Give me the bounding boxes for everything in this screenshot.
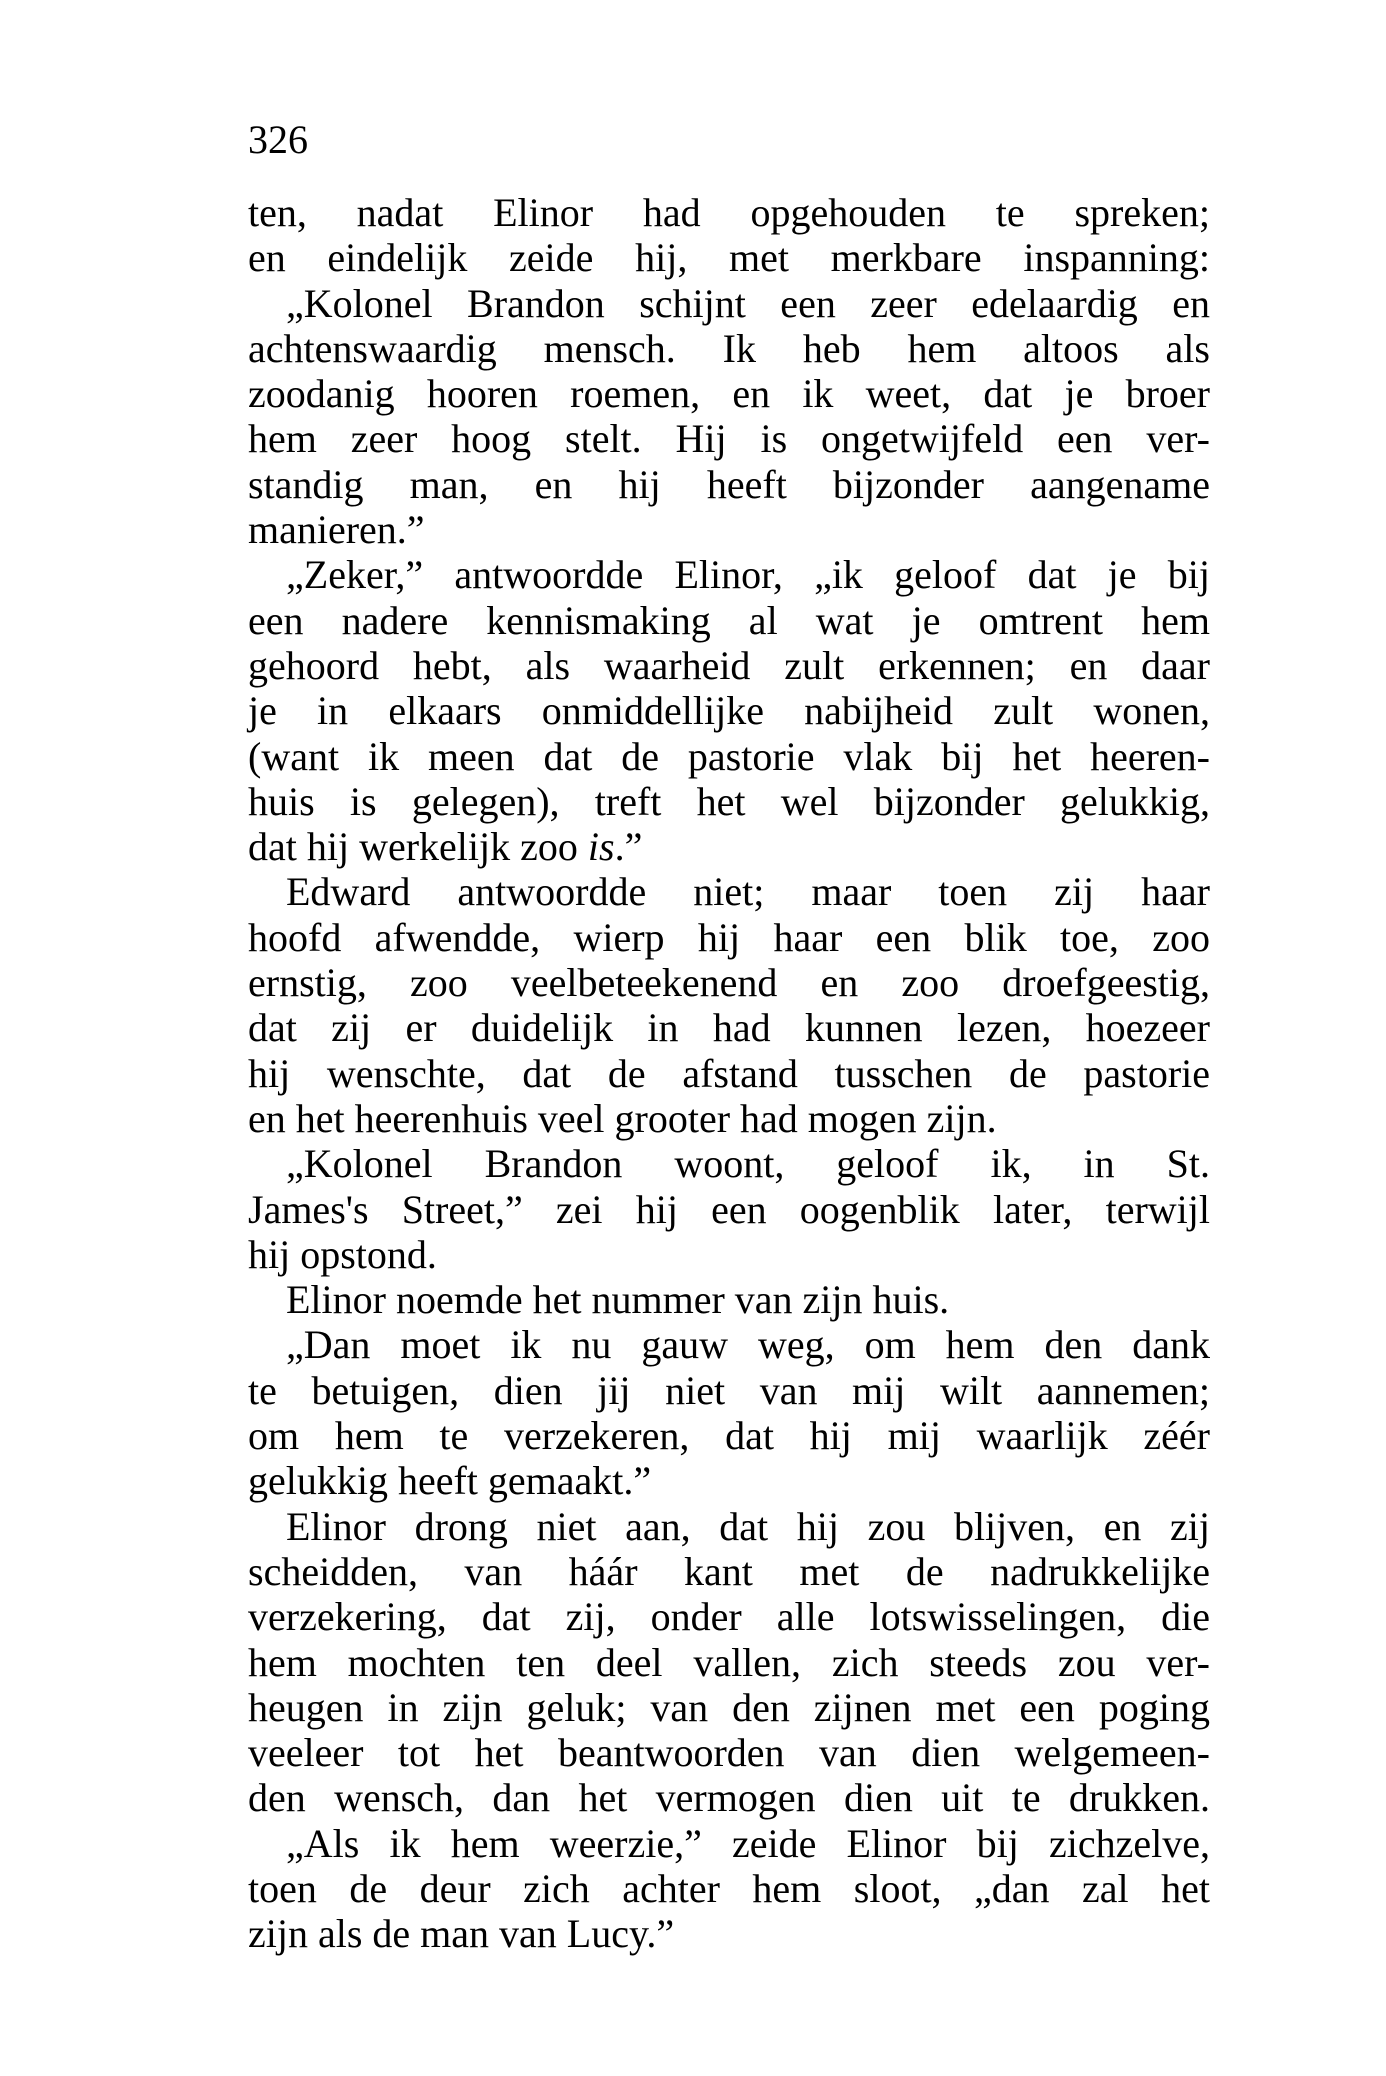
text-line-content: gelukkig heeft gemaakt.” xyxy=(248,1458,652,1504)
text-line xyxy=(248,507,1210,552)
text-line-content: „Kolonel Brandon woont, geloof ik, in St. xyxy=(286,1141,1210,1187)
text-line-content: een nadere kennismaking al wat je omtrent hem xyxy=(248,597,1210,643)
text-line-content: Elinor noemde het nummer van zijn huis. xyxy=(286,1277,950,1323)
text-line xyxy=(248,326,1210,371)
text-line xyxy=(248,1051,1210,1096)
text-line xyxy=(248,1232,1210,1277)
text-line-content: zoodanig hooren roemen, en ik weet, dat je broer xyxy=(248,371,1210,417)
text-line-content: Edward antwoordde niet; maar toen zij haar xyxy=(286,869,1210,915)
text-line-content: hem mochten ten deel vallen, zich steeds zou ver- xyxy=(248,1639,1210,1685)
text-line xyxy=(248,235,1210,280)
text-line xyxy=(248,1594,1210,1639)
text-line xyxy=(248,1821,1210,1866)
text-line-content: je in elkaars onmiddellijke nabijheid zult wonen, xyxy=(248,688,1210,734)
text-line-content: veeleer tot het beantwoorden van dien welgemeen- xyxy=(248,1730,1210,1776)
italic-emphasis: is xyxy=(587,824,615,870)
text-line xyxy=(248,915,1210,960)
text-line xyxy=(248,371,1210,416)
text-line-content: verzekering, dat zij, onder alle lotswisselingen, die xyxy=(248,1594,1210,1640)
text-line-content: James's Street,” zei hij een oogenblik later, terwijl xyxy=(248,1186,1210,1232)
page-number: 326 xyxy=(248,117,308,162)
text-line xyxy=(248,1911,1210,1956)
text-line xyxy=(248,734,1210,779)
text-line xyxy=(248,960,1210,1005)
text-line xyxy=(248,281,1210,326)
text-line-content: „Zeker,” antwoordde Elinor, „ik geloof dat je bij xyxy=(286,552,1210,598)
text-line xyxy=(248,1368,1210,1413)
text-line-content: huis is gelegen), treft het wel bijzonder gelukkig, xyxy=(248,778,1210,824)
text-line-content: hem zeer hoog stelt. Hij is ongetwijfeld een ver- xyxy=(248,416,1210,462)
text-line xyxy=(248,1096,1210,1141)
text-line-content: om hem te verzekeren, dat hij mij waarlijk zéér xyxy=(248,1413,1210,1459)
text-line-content: en eindelijk zeide hij, met merkbare inspanning: xyxy=(248,235,1210,281)
text-line-content: hij opstond. xyxy=(248,1231,437,1277)
text-line-content: dat hij werkelijk zoo xyxy=(248,824,588,870)
text-line-content: ten, nadat Elinor had opgehouden te spreken; xyxy=(248,190,1210,235)
text-line-content: manieren.” xyxy=(248,507,425,553)
text-line-content: achtenswaardig mensch. Ik heb hem altoos als xyxy=(248,325,1210,371)
text-line-content: toen de deur zich achter hem sloot, „dan zal het xyxy=(248,1865,1210,1911)
text-line xyxy=(248,1322,1210,1367)
text-line xyxy=(248,1775,1210,1820)
text-line xyxy=(248,1187,1210,1232)
text-line xyxy=(248,1504,1210,1549)
text-line xyxy=(248,1685,1210,1730)
text-line xyxy=(248,824,1210,869)
text-line xyxy=(248,643,1210,688)
text-line xyxy=(248,1141,1210,1186)
text-line xyxy=(248,1413,1210,1458)
text-line xyxy=(248,552,1210,597)
text-line xyxy=(248,1277,1210,1322)
text-line xyxy=(248,1730,1210,1775)
text-line-tail: .” xyxy=(614,824,643,870)
text-line-content: heugen in zijn geluk; van den zijnen met een poging xyxy=(248,1684,1210,1730)
text-line xyxy=(248,1866,1210,1911)
text-line-content: standig man, en hij heeft bijzonder aangename xyxy=(248,461,1210,507)
text-line xyxy=(248,1005,1210,1050)
text-line-content: zijn als de man van Lucy.” xyxy=(248,1911,675,1957)
text-line-content: Elinor drong niet aan, dat hij zou blijven, en zij xyxy=(286,1503,1210,1549)
text-line-content: dat zij er duidelijk in had kunnen lezen, hoezeer xyxy=(248,1005,1210,1051)
text-line-content: „Dan moet ik nu gauw weg, om hem den dank xyxy=(286,1322,1210,1368)
text-line-content: „Kolonel Brandon schijnt een zeer edelaardig en xyxy=(286,280,1210,326)
body-text xyxy=(248,190,1210,1957)
text-line-content: gehoord hebt, als waarheid zult erkennen; en daar xyxy=(248,642,1210,688)
text-line-content: hoofd afwendde, wierp hij haar een blik toe, zoo xyxy=(248,914,1210,960)
text-line xyxy=(248,1640,1210,1685)
text-line xyxy=(248,688,1210,733)
text-line xyxy=(248,1549,1210,1594)
text-line xyxy=(248,779,1210,824)
text-line-content: hij wenschte, dat de afstand tusschen de pastorie xyxy=(248,1050,1210,1096)
text-line xyxy=(248,462,1210,507)
text-line xyxy=(248,190,1210,235)
text-line xyxy=(248,416,1210,461)
text-line-content: te betuigen, dien jij niet van mij wilt aannemen; xyxy=(248,1367,1210,1413)
text-line-content: ernstig, zoo veelbeteekenend en zoo droefgeestig, xyxy=(248,960,1210,1006)
text-line-content: (want ik meen dat de pastorie vlak bij het heeren- xyxy=(248,733,1210,779)
text-line-content: scheidden, van háár kant met de nadrukkelijke xyxy=(248,1548,1210,1594)
text-line xyxy=(248,1458,1210,1503)
text-line-content: „Als ik hem weerzie,” zeide Elinor bij zichzelve, xyxy=(286,1820,1210,1866)
text-line-content: en het heerenhuis veel grooter had mogen zijn. xyxy=(248,1095,997,1141)
text-line xyxy=(248,869,1210,914)
text-line xyxy=(248,598,1210,643)
text-line-content: den wensch, dan het vermogen dien uit te drukken. xyxy=(248,1775,1210,1821)
